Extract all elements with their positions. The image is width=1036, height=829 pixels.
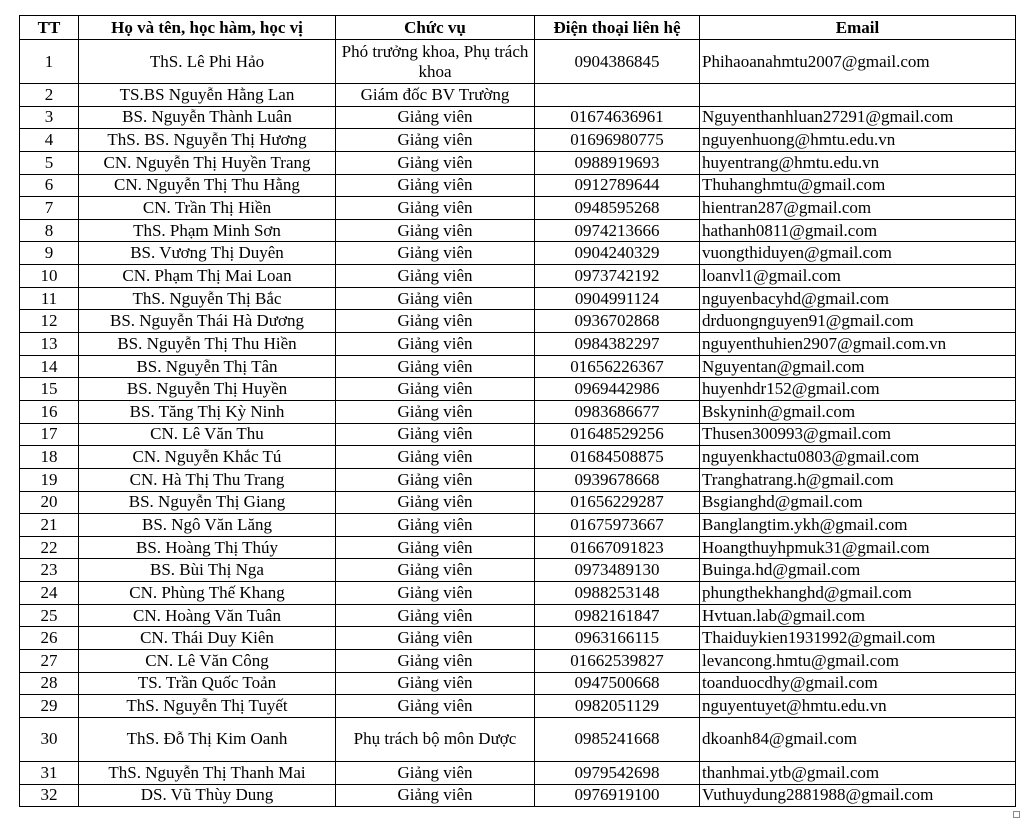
cell-role: Giảng viên: [336, 265, 535, 288]
cell-tt: 7: [20, 197, 79, 220]
table-row: [20, 333, 1016, 356]
cell-phone: 0973489130: [535, 559, 700, 582]
cell-email: Thusen300993@gmail.com: [700, 423, 1016, 446]
cell-name: CN. Phạm Thị Mai Loan: [79, 265, 336, 288]
cell-phone: 0979542698: [535, 761, 700, 784]
table-row: [20, 672, 1016, 695]
cell-email: huyentrang@hmtu.edu.vn: [700, 151, 1016, 174]
header-tt: TT: [20, 16, 79, 40]
cell-role: Giảng viên: [336, 761, 535, 784]
table-row: [20, 84, 1016, 107]
cell-phone: 0988253148: [535, 582, 700, 605]
table-row: [20, 265, 1016, 288]
cell-name: CN. Lê Văn Thu: [79, 423, 336, 446]
header-phone: Điện thoại liên hệ: [535, 16, 700, 40]
cell-role: Giảng viên: [336, 378, 535, 401]
cell-role: Phó trưởng khoa, Phụ trách khoa: [336, 40, 535, 84]
cell-name: ThS. BS. Nguyễn Thị Hương: [79, 129, 336, 152]
cell-role: Giảng viên: [336, 582, 535, 605]
cell-phone: 01667091823: [535, 536, 700, 559]
table-row: [20, 650, 1016, 673]
cell-phone: 01684508875: [535, 446, 700, 469]
table-row: [20, 151, 1016, 174]
table-row: [20, 423, 1016, 446]
cell-phone: 01674636961: [535, 106, 700, 129]
cell-email: nguyenthuhien2907@gmail.com.vn: [700, 333, 1016, 356]
cell-role: Giảng viên: [336, 310, 535, 333]
cell-phone: 0904386845: [535, 40, 700, 84]
table-row: [20, 129, 1016, 152]
table-row: [20, 468, 1016, 491]
cell-phone: 0982051129: [535, 695, 700, 718]
cell-email: Nguyenthanhluan27291@gmail.com: [700, 106, 1016, 129]
cell-email: Bsgianghd@gmail.com: [700, 491, 1016, 514]
cell-email: Tranghatrang.h@gmail.com: [700, 468, 1016, 491]
cell-name: CN. Nguyễn Thị Thu Hằng: [79, 174, 336, 197]
table-row: [20, 761, 1016, 784]
cell-tt: 6: [20, 174, 79, 197]
cell-role: Giảng viên: [336, 287, 535, 310]
cell-tt: 4: [20, 129, 79, 152]
cell-tt: 5: [20, 151, 79, 174]
cell-name: DS. Vũ Thùy Dung: [79, 784, 336, 807]
cell-name: CN. Lê Văn Công: [79, 650, 336, 673]
cell-phone: 0976919100: [535, 784, 700, 807]
cell-role: Giảng viên: [336, 106, 535, 129]
cell-phone: 0939678668: [535, 468, 700, 491]
cell-name: CN. Nguyễn Khắc Tú: [79, 446, 336, 469]
cell-name: CN. Trần Thị Hiền: [79, 197, 336, 220]
cell-role: Giám đốc BV Trường: [336, 84, 535, 107]
table-row: [20, 197, 1016, 220]
cell-tt: 12: [20, 310, 79, 333]
cell-role: Giảng viên: [336, 219, 535, 242]
cell-phone: 0983686677: [535, 400, 700, 423]
cell-tt: 8: [20, 219, 79, 242]
cell-name: ThS. Lê Phi Hảo: [79, 40, 336, 84]
cell-role: Giảng viên: [336, 559, 535, 582]
cell-role: Phụ trách bộ môn Dược: [336, 717, 535, 761]
cell-tt: 27: [20, 650, 79, 673]
cell-email: nguyenbacyhd@gmail.com: [700, 287, 1016, 310]
table-row: [20, 491, 1016, 514]
cell-phone: 0947500668: [535, 672, 700, 695]
table-row: [20, 604, 1016, 627]
cell-phone: 0982161847: [535, 604, 700, 627]
cell-role: Giảng viên: [336, 514, 535, 537]
cell-tt: 2: [20, 84, 79, 107]
cell-tt: 13: [20, 333, 79, 356]
cell-email: Phihaoanahmtu2007@gmail.com: [700, 40, 1016, 84]
table-row: [20, 378, 1016, 401]
cell-name: TS.BS Nguyễn Hằng Lan: [79, 84, 336, 107]
table-row: [20, 784, 1016, 807]
cell-email: drduongnguyen91@gmail.com: [700, 310, 1016, 333]
cell-role: Giảng viên: [336, 446, 535, 469]
cell-tt: 20: [20, 491, 79, 514]
cell-email: [700, 84, 1016, 107]
cell-role: Giảng viên: [336, 151, 535, 174]
cell-name: TS. Trần Quốc Toản: [79, 672, 336, 695]
table-row: [20, 219, 1016, 242]
cell-tt: 17: [20, 423, 79, 446]
cell-role: Giảng viên: [336, 197, 535, 220]
cell-tt: 28: [20, 672, 79, 695]
cell-role: Giảng viên: [336, 355, 535, 378]
cell-phone: 01696980775: [535, 129, 700, 152]
cell-name: CN. Thái Duy Kiên: [79, 627, 336, 650]
cell-phone: 0985241668: [535, 717, 700, 761]
table-row: [20, 355, 1016, 378]
header-role: Chức vụ: [336, 16, 535, 40]
table-row: [20, 287, 1016, 310]
cell-tt: 23: [20, 559, 79, 582]
table-row: [20, 310, 1016, 333]
cell-phone: [535, 84, 700, 107]
cell-role: Giảng viên: [336, 491, 535, 514]
cell-email: nguyentuyet@hmtu.edu.vn: [700, 695, 1016, 718]
cell-role: Giảng viên: [336, 242, 535, 265]
cell-email: Hvtuan.lab@gmail.com: [700, 604, 1016, 627]
table-header-row: [20, 16, 1016, 40]
cell-email: toanduocdhy@gmail.com: [700, 672, 1016, 695]
cell-tt: 26: [20, 627, 79, 650]
cell-email: loanvl1@gmail.com: [700, 265, 1016, 288]
cell-email: Buinga.hd@gmail.com: [700, 559, 1016, 582]
cell-phone: 0904240329: [535, 242, 700, 265]
cell-email: Thuhanghmtu@gmail.com: [700, 174, 1016, 197]
cell-name: BS. Hoàng Thị Thúy: [79, 536, 336, 559]
cell-role: Giảng viên: [336, 333, 535, 356]
cell-phone: 0969442986: [535, 378, 700, 401]
table-row: [20, 559, 1016, 582]
cell-phone: 01648529256: [535, 423, 700, 446]
cell-name: ThS. Nguyễn Thị Thanh Mai: [79, 761, 336, 784]
cell-name: BS. Vương Thị Duyên: [79, 242, 336, 265]
cell-name: BS. Ngô Văn Lăng: [79, 514, 336, 537]
cell-email: thanhmai.ytb@gmail.com: [700, 761, 1016, 784]
cell-phone: 0984382297: [535, 333, 700, 356]
table-row: [20, 627, 1016, 650]
cell-email: Thaiduykien1931992@gmail.com: [700, 627, 1016, 650]
cell-phone: 01656229287: [535, 491, 700, 514]
cell-tt: 25: [20, 604, 79, 627]
cell-name: CN. Phùng Thế Khang: [79, 582, 336, 605]
cell-email: nguyenhuong@hmtu.edu.vn: [700, 129, 1016, 152]
cell-phone: 0948595268: [535, 197, 700, 220]
cell-phone: 0988919693: [535, 151, 700, 174]
cell-email: Hoangthuyhpmuk31@gmail.com: [700, 536, 1016, 559]
cell-name: CN. Hà Thị Thu Trang: [79, 468, 336, 491]
cell-role: Giảng viên: [336, 604, 535, 627]
cell-name: CN. Nguyễn Thị Huyền Trang: [79, 151, 336, 174]
cell-tt: 31: [20, 761, 79, 784]
cell-email: phungthekhanghd@gmail.com: [700, 582, 1016, 605]
cell-tt: 11: [20, 287, 79, 310]
cell-tt: 22: [20, 536, 79, 559]
cell-email: Vuthuydung2881988@gmail.com: [700, 784, 1016, 807]
cell-role: Giảng viên: [336, 784, 535, 807]
header-email: Email: [700, 16, 1016, 40]
cell-role: Giảng viên: [336, 423, 535, 446]
cell-name: ThS. Đỗ Thị Kim Oanh: [79, 717, 336, 761]
cell-tt: 3: [20, 106, 79, 129]
cell-name: CN. Hoàng Văn Tuân: [79, 604, 336, 627]
table-row: [20, 174, 1016, 197]
cell-name: BS. Nguyễn Thái Hà Dương: [79, 310, 336, 333]
cell-role: Giảng viên: [336, 672, 535, 695]
cell-phone: 0936702868: [535, 310, 700, 333]
corner-marker: [1013, 811, 1020, 818]
cell-phone: 0912789644: [535, 174, 700, 197]
table-row: [20, 242, 1016, 265]
cell-tt: 32: [20, 784, 79, 807]
cell-phone: 0974213666: [535, 219, 700, 242]
cell-name: BS. Nguyễn Thị Thu Hiền: [79, 333, 336, 356]
table-row: [20, 695, 1016, 718]
cell-email: Nguyentan@gmail.com: [700, 355, 1016, 378]
cell-tt: 10: [20, 265, 79, 288]
cell-phone: 01675973667: [535, 514, 700, 537]
cell-email: dkoanh84@gmail.com: [700, 717, 1016, 761]
table-row: [20, 514, 1016, 537]
cell-name: ThS. Nguyễn Thị Tuyết: [79, 695, 336, 718]
table-row: [20, 400, 1016, 423]
cell-tt: 1: [20, 40, 79, 84]
table-row: [20, 106, 1016, 129]
cell-email: hientran287@gmail.com: [700, 197, 1016, 220]
cell-tt: 9: [20, 242, 79, 265]
cell-tt: 18: [20, 446, 79, 469]
cell-role: Giảng viên: [336, 400, 535, 423]
cell-phone: 0973742192: [535, 265, 700, 288]
cell-tt: 15: [20, 378, 79, 401]
cell-name: BS. Nguyễn Thị Giang: [79, 491, 336, 514]
cell-name: BS. Nguyễn Thành Luân: [79, 106, 336, 129]
table-row: [20, 446, 1016, 469]
cell-tt: 24: [20, 582, 79, 605]
cell-tt: 19: [20, 468, 79, 491]
cell-email: Banglangtim.ykh@gmail.com: [700, 514, 1016, 537]
cell-role: Giảng viên: [336, 627, 535, 650]
cell-email: Bskyninh@gmail.com: [700, 400, 1016, 423]
table-row: [20, 40, 1016, 84]
table-row: [20, 536, 1016, 559]
cell-email: levancong.hmtu@gmail.com: [700, 650, 1016, 673]
cell-tt: 14: [20, 355, 79, 378]
cell-email: hathanh0811@gmail.com: [700, 219, 1016, 242]
cell-name: ThS. Phạm Minh Sơn: [79, 219, 336, 242]
cell-role: Giảng viên: [336, 174, 535, 197]
cell-role: Giảng viên: [336, 650, 535, 673]
cell-name: ThS. Nguyễn Thị Bắc: [79, 287, 336, 310]
cell-tt: 21: [20, 514, 79, 537]
cell-phone: 0904991124: [535, 287, 700, 310]
cell-name: BS. Nguyễn Thị Tân: [79, 355, 336, 378]
cell-phone: 01656226367: [535, 355, 700, 378]
cell-name: BS. Bùi Thị Nga: [79, 559, 336, 582]
cell-role: Giảng viên: [336, 536, 535, 559]
table-row: [20, 582, 1016, 605]
cell-role: Giảng viên: [336, 129, 535, 152]
cell-phone: 01662539827: [535, 650, 700, 673]
cell-email: vuongthiduyen@gmail.com: [700, 242, 1016, 265]
table-body: [20, 40, 1016, 807]
staff-contact-table: [19, 15, 1016, 807]
cell-name: BS. Nguyễn Thị Huyền: [79, 378, 336, 401]
cell-name: BS. Tăng Thị Kỳ Ninh: [79, 400, 336, 423]
cell-role: Giảng viên: [336, 468, 535, 491]
header-name: Họ và tên, học hàm, học vị: [79, 16, 336, 40]
table-row: [20, 717, 1016, 761]
cell-email: huyenhdr152@gmail.com: [700, 378, 1016, 401]
cell-phone: 0963166115: [535, 627, 700, 650]
cell-email: nguyenkhactu0803@gmail.com: [700, 446, 1016, 469]
cell-tt: 30: [20, 717, 79, 761]
cell-tt: 29: [20, 695, 79, 718]
cell-role: Giảng viên: [336, 695, 535, 718]
cell-tt: 16: [20, 400, 79, 423]
